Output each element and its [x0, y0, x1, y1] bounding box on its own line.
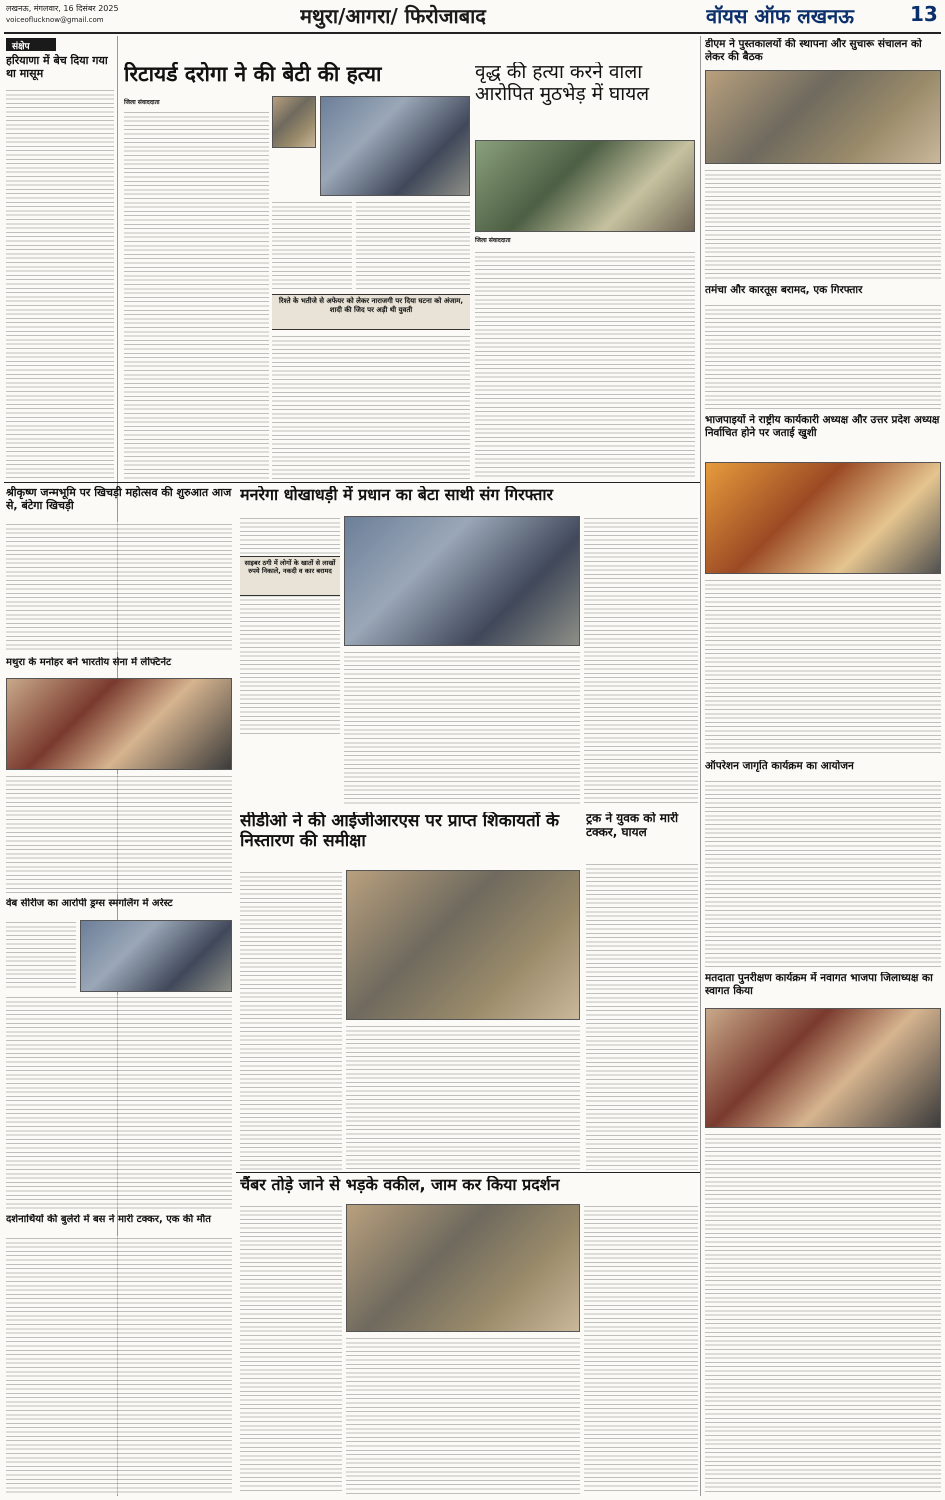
- story-6-body-a: [240, 1204, 342, 1494]
- story-3-body-a: [240, 516, 340, 736]
- headline-mnrega-fraud: मनरेगा धोखाधड़ी में प्रधान का बेटा साथी संग गिरफ्तार: [240, 486, 554, 504]
- arrest-photo: [80, 920, 232, 992]
- encounter-photo: [475, 140, 695, 232]
- story-6-body-c: [584, 1204, 698, 1494]
- story-1-body-a: [124, 110, 269, 480]
- headline-weapon-recovered: तमंचा और कारतूस बरामद, एक गिरफ्तार: [705, 284, 863, 296]
- divider: [4, 482, 236, 483]
- story-3-body-b: [584, 516, 698, 806]
- story-6-body-b: [346, 1336, 580, 1494]
- lawyers-protest-photo: [346, 1204, 580, 1332]
- library-meeting-photo: [705, 70, 941, 164]
- story-1-pullquote: रिश्ते के भतीजे से अफेयर को लेकर नाराजगी पर दिया घटना को अंजाम, शादी की जिद पर अड़ी थी युवती: [272, 294, 470, 330]
- brief-headline-1: हरियाणा में बेच दिया गया था मासूम: [6, 54, 108, 81]
- brief-headline-4: वेब सीरीज का आरोपी ड्रग्स स्मगलिंग में अरेस्ट: [6, 898, 173, 909]
- divider: [236, 482, 700, 483]
- header-rule: [4, 32, 941, 34]
- headline-bjp-celebration: भाजपाइयों ने राष्ट्रीय कार्यकारी अध्यक्ष और उत्तर प्रदेश अध्यक्ष निर्वाचित होने पर जताई खुशी: [705, 414, 940, 439]
- inspector-daughter-photo: [272, 96, 316, 148]
- bjp-celebration-photo: [705, 462, 941, 574]
- headline-truck-accident: ट्रक ने युवक को मारी टक्कर, घायल: [586, 812, 679, 839]
- police-commissionerate-photo: [344, 516, 580, 646]
- byline-2: जिला संवाददाता: [475, 237, 511, 244]
- story-3-body-c: [344, 650, 580, 806]
- byline-1: जिला संवाददाता: [124, 99, 160, 106]
- story-1-body-d: [272, 334, 470, 480]
- right-body-3: [705, 578, 941, 756]
- brief-body-1: [6, 88, 114, 480]
- right-body-1: [705, 168, 941, 280]
- story-2-body: [475, 250, 695, 480]
- headline-cdo-igrs-review: सीडीओ ने की आईजीआरएस पर प्राप्त शिकायतों के निस्तारण की समीक्षा: [240, 812, 560, 851]
- paper-name: वॉयस ऑफ लखनऊ: [706, 4, 854, 28]
- brief-body-4a: [6, 920, 76, 990]
- section-title: मथुरा/आगरा/ फिरोजाबाद: [300, 4, 486, 28]
- headline-retired-inspector: रिटायर्ड दरोगा ने की बेटी की हत्या: [124, 62, 382, 86]
- brief-body-3: [6, 774, 232, 894]
- column-rule-right: [700, 36, 701, 1496]
- story-4-body-a: [240, 870, 342, 1170]
- headline-lawyers-protest: चैंबर तोड़े जाने से भड़के वकील, जाम कर किया प्रदर्शन: [240, 1176, 560, 1194]
- right-body-5: [705, 1132, 941, 1494]
- brief-headline-2: श्रीकृष्ण जन्मभूमि पर खिचड़ी महोत्सव की शुरुआत आज से, बंटेगा खिचड़ी: [6, 486, 232, 513]
- army-lieutenant-photo: [6, 678, 232, 770]
- brief-headline-5: दर्शनार्थियों की बुलेरो में बस ने मारी टक्कर, एक की मौत: [6, 1214, 211, 1225]
- page-number: 13: [910, 2, 938, 26]
- story-5-body: [586, 862, 698, 1170]
- brief-body-4b: [6, 995, 232, 1210]
- police-press-photo: [320, 96, 470, 196]
- bjp-welcome-photo: [705, 1008, 941, 1128]
- brief-body-2: [6, 522, 232, 652]
- divider: [236, 1172, 700, 1173]
- masthead-dateline: लखनऊ, मंगलवार, 16 दिसंबर 2025: [6, 4, 119, 13]
- headline-dm-library-meeting: डीएम ने पुस्तकालयों की स्थापना और सुचारू संचालन को लेकर की बैठक: [705, 38, 922, 63]
- masthead-email[interactable]: voiceoflucknow@gmail.com: [6, 16, 104, 24]
- story-3-pullquote: साइबर ठगी में लोगों के खातों से लाखों रुपये निकाले, नकदी व कार बरामद: [240, 556, 340, 596]
- brief-headline-3: मथुरा के मनोहर बने भारतीय सेना में लेफ्टिनेंट: [6, 657, 172, 668]
- headline-operation-jagriti: ऑपरेशन जागृति कार्यक्रम का आयोजन: [705, 760, 854, 772]
- right-body-2: [705, 303, 941, 411]
- brief-tag: संक्षेप: [6, 38, 56, 51]
- right-body-4: [705, 779, 941, 969]
- brief-body-5: [6, 1236, 232, 1494]
- story-4-body-b: [346, 1024, 580, 1170]
- headline-voter-revision-welcome: मतदाता पुनरीक्षण कार्यक्रम में नवागत भाजपा जिलाध्यक्ष का स्वागत किया: [705, 972, 933, 997]
- headline-murder-accused-encounter: वृद्ध की हत्या करने वाला आरोपित मुठभेड़ में घायल: [475, 62, 650, 105]
- story-1-body-c: [356, 200, 470, 290]
- review-meeting-photo: [346, 870, 580, 1020]
- story-1-body-b: [272, 200, 352, 290]
